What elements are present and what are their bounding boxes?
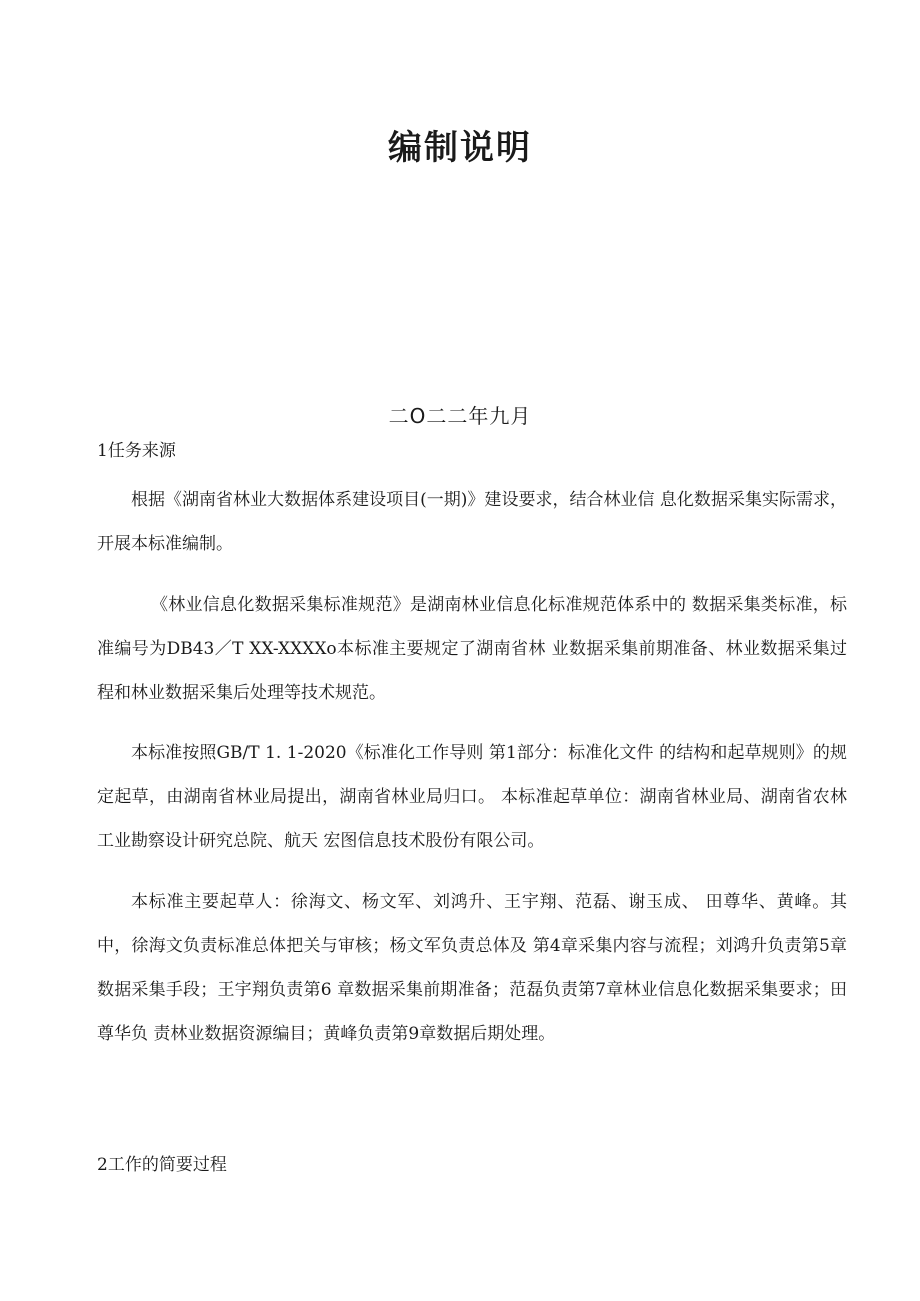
document-date: 二O二二年九月 [388,404,532,428]
section-heading-work-process: 2工作的简要过程 [97,1155,227,1175]
paragraph: 根据《湖南省林业大数据体系建设项目(一期)》建设要求，结合林业信 息化数据采集实际需求，开展本标准编制。 [97,490,847,554]
paragraph: 《林业信息化数据采集标准规范》是湖南林业信息化标准规范体系中的 数据采集类标准，标准编号为DB43／T XX-XXXXo本标准主要规定了湖南省林 业数据采集前期准备、林业数据采集过程和林业数据采集后处理等技术规范。 [97,595,847,703]
document-title: 编制说明 [388,128,532,168]
paragraph: 本标准主要起草人：徐海文、杨文军、刘鸿升、王宇翔、范磊、谢玉成、 田尊华、黄峰。其中，徐海文负责标准总体把关与审核；杨文军负责总体及 第4章采集内容与流程；刘鸿升负责第5章数据采集手段；王宇翔负责第6 章数据采集前期准备；范磊负责第7章林业信息化数据采集要求；田尊华负 责林业数据资源编目；黄峰负责第9章数据后期处理。 [97,892,847,1044]
section-heading-task-source: 1任务来源 [97,441,176,461]
paragraph: 本标准按照GB/T 1. 1-2020《标准化工作导则 第1部分：标准化文件 的结构和起草规则》的规定起草，由湖南省林业局提出，湖南省林业局归口。 本标准起草单位：湖南省林业局、湖南省农林工业勘察设计研究总院、航天 宏图信息技术股份有限公司。 [97,743,847,851]
